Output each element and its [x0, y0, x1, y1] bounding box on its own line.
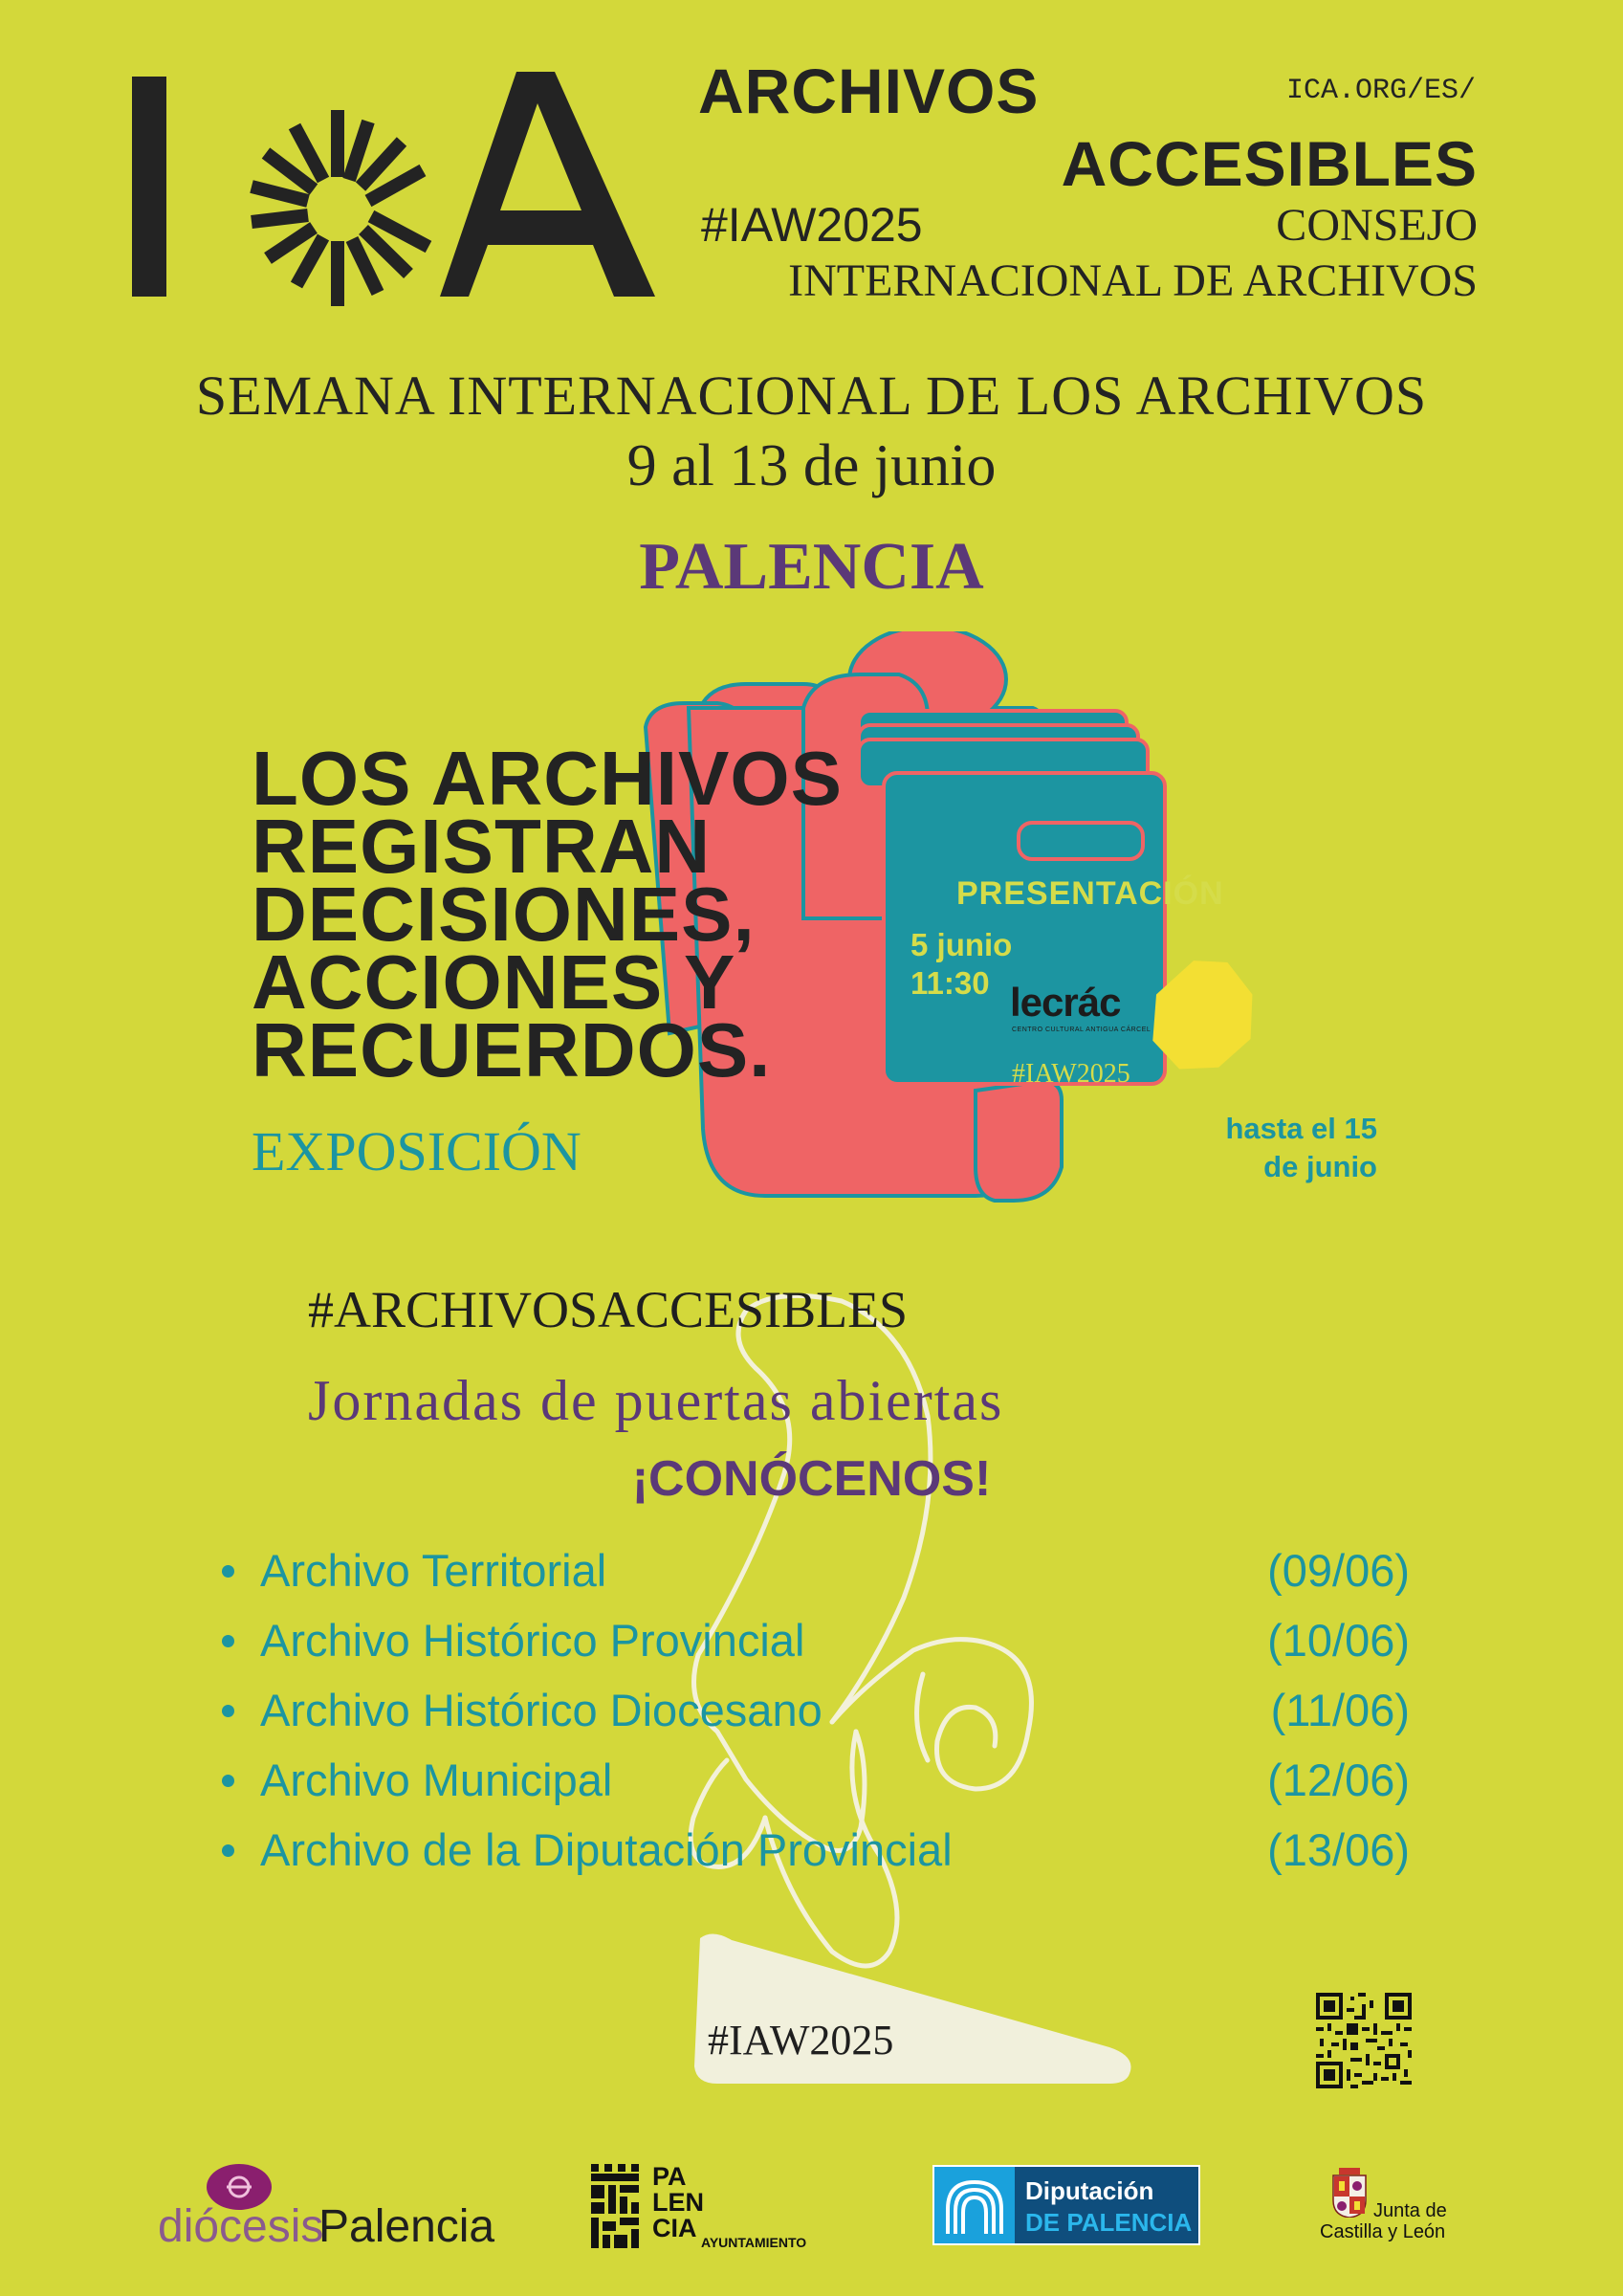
archive-name: Archivo Histórico Provincial — [260, 1615, 805, 1666]
archive-date: (09/06) — [1267, 1545, 1410, 1596]
ica-logo-i — [132, 77, 166, 297]
exhibition-label: EXPOSICIÓN — [252, 1120, 581, 1182]
ica-logo-a — [440, 72, 655, 297]
archive-date: (13/06) — [1267, 1824, 1410, 1875]
event-title: SEMANA INTERNACIONAL DE LOS ARCHIVOS — [195, 364, 1428, 427]
list-item — [220, 1675, 1415, 1745]
lecrac-logo-subtitle: CENTRO CULTURAL ANTIGUA CÁRCEL — [1012, 1027, 1151, 1033]
diputacion-arch-icon — [934, 2167, 1015, 2243]
header-hashtag: #IAW2025 — [701, 198, 923, 252]
qr-code[interactable] — [1316, 1993, 1412, 2088]
lecrac-logo: lecrác — [1010, 980, 1121, 1025]
list-item — [220, 1605, 1415, 1675]
archive-date: (12/06) — [1267, 1755, 1410, 1805]
archive-list — [220, 1535, 1415, 1885]
headline-line: RECUERDOS. — [252, 1007, 772, 1093]
ica-sun-icon — [252, 110, 428, 306]
bullet-icon — [222, 1844, 234, 1857]
exhibition-until — [1176, 1110, 1377, 1186]
ica-logo — [124, 57, 660, 316]
event-dates: 9 al 13 de junio — [626, 433, 997, 498]
bullet-icon — [222, 1635, 234, 1647]
header-org-line2: INTERNACIONAL DE ARCHIVOS — [788, 255, 1478, 306]
ayuntamiento-logo-line: CIA — [652, 2214, 697, 2242]
event-city: PALENCIA — [639, 530, 984, 604]
footer-hashtag: #IAW2025 — [708, 2017, 894, 2064]
diocesis-logo-text: diócesis — [158, 2201, 324, 2252]
exhibition-headline — [252, 736, 843, 1093]
headline-line: ACCIONES Y — [252, 939, 736, 1025]
archive-name: Archivo Territorial — [260, 1545, 607, 1596]
header-title-line1: ARCHIVOS — [698, 55, 1040, 126]
ayuntamiento-logo-text — [652, 2164, 704, 2241]
archive-name: Archivo de la Diputación Provincial — [260, 1824, 953, 1875]
ayuntamiento-logo-line: LEN — [652, 2188, 704, 2217]
archive-name: Archivo Histórico Diocesano — [260, 1685, 822, 1735]
ayuntamiento-logo-subtitle: AYUNTAMIENTO — [701, 2235, 807, 2250]
open-days-title: Jornadas de puertas abiertas — [308, 1369, 1004, 1432]
yellow-octagon-shape — [1152, 960, 1252, 1069]
bullet-icon — [222, 1775, 234, 1787]
header-url-link[interactable]: ICA.ORG/ES/ — [1285, 75, 1476, 107]
diocesis-logo-text-city: Palencia — [318, 2201, 495, 2252]
until-line1: hasta el 15 — [1225, 1112, 1377, 1145]
castilla-leon-shield-icon — [1331, 2168, 1368, 2218]
ayuntamiento-logo-line: PA — [652, 2162, 687, 2191]
archive-name: Archivo Municipal — [260, 1755, 613, 1805]
bullet-icon — [222, 1705, 234, 1717]
diputacion-logo-line2: DE PALENCIA — [1025, 2208, 1193, 2237]
archive-date: (10/06) — [1267, 1615, 1410, 1666]
list-item — [220, 1745, 1415, 1815]
card-time: 11:30 — [910, 965, 990, 1001]
headline-line: DECISIONES, — [252, 872, 756, 957]
card-date: 5 junio — [910, 927, 1013, 962]
card-hashtag: #IAW2025 — [1012, 1059, 1130, 1089]
campaign-hashtag: #ARCHIVOSACCESIBLES — [308, 1281, 909, 1338]
list-item — [220, 1535, 1415, 1605]
junta-logo-line1: Junta de — [1373, 2200, 1447, 2221]
list-item — [220, 1815, 1415, 1885]
header-title-line2: ACCESIBLES — [1061, 128, 1478, 199]
open-days-call: ¡CONÓCENOS! — [631, 1451, 992, 1507]
headline-line: REGISTRAN — [252, 804, 712, 889]
junta-logo-line2: Castilla y León — [1320, 2221, 1446, 2242]
ayuntamiento-castle-icon — [591, 2164, 658, 2248]
bullet-icon — [222, 1565, 234, 1578]
headline-line: LOS ARCHIVOS — [252, 736, 843, 821]
diputacion-logo-line1: Diputación — [1025, 2176, 1154, 2205]
card-heading: PRESENTACIÓN — [956, 875, 1224, 912]
header-org-line1: CONSEJO — [1276, 200, 1478, 251]
archive-date: (11/06) — [1270, 1685, 1410, 1735]
until-line2: de junio — [1263, 1150, 1377, 1183]
card-datetime — [910, 926, 1012, 1003]
